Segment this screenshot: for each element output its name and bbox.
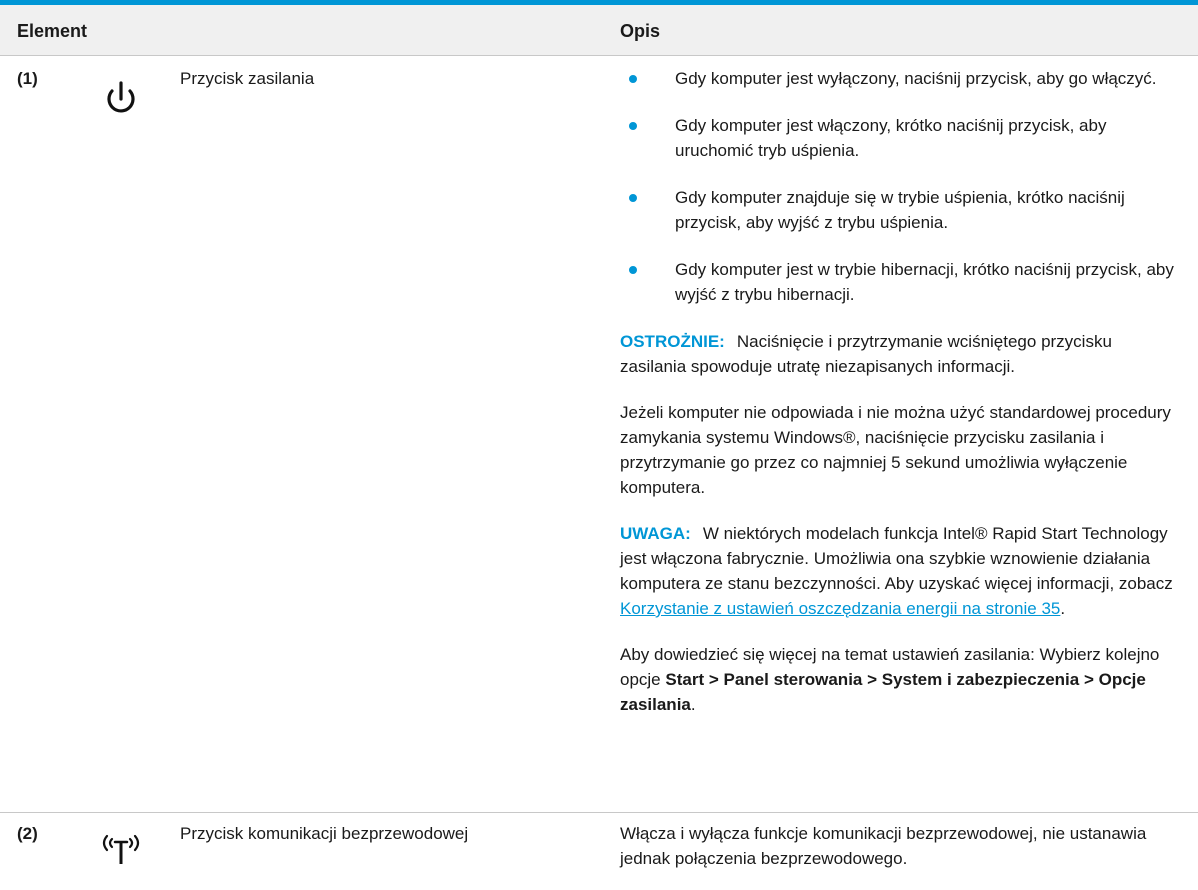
list-item: Gdy komputer jest włączony, krótko naciśnij przycisk, aby uruchomić tryb uśpienia. xyxy=(620,113,1175,163)
bullet-icon xyxy=(629,122,637,130)
caution-note xyxy=(620,329,1175,379)
info-note: UWAGA: W niektórych modelach funkcja Intel® Rapid Start Technology jest włączona fabrycznie. Umożliwia ona szybkie wznowienie działania komputera ze stanu bezczynności. Aby uzyskać więcej informacji, zobacz Korzystanie z ustawień oszczędzania energii na stronie 35. xyxy=(620,524,1173,618)
power-settings-paragraph: Aby dowiedzieć się więcej na temat ustawień zasilania: Wybierz kolejno opcje Start > Panel sterowania > System i zabezpieczenia > Opcje zasilania. xyxy=(620,645,1160,714)
component-description xyxy=(620,66,1175,738)
unresponsive-paragraph: Jeżeli komputer nie odpowiada i nie można użyć standardowej procedury zamykania systemu Windows®, naciśnięcie przycisku zasilania i przytrzymanie go przez co najmniej 5 sekund umożliwia wyłączenie komputera. xyxy=(620,403,1171,497)
power-icon xyxy=(103,80,139,120)
menu-path-system: System i zabezpieczenia xyxy=(881,670,1080,689)
menu-path-options: Opcje zasilania xyxy=(620,670,1146,714)
list-item: Gdy komputer jest wyłączony, naciśnij przycisk, aby go włączyć. xyxy=(620,66,1175,91)
menu-path-panel: Panel sterowania xyxy=(723,670,863,689)
wireless-icon xyxy=(98,828,144,870)
table-header xyxy=(0,5,1198,56)
caution-text: Naciśnięcie i przytrzymanie wciśniętego przycisku zasilania spowoduje utratę niezapisanych informacji. xyxy=(620,332,1112,376)
bullet-icon xyxy=(629,75,637,83)
note-text: W niektórych modelach funkcja Intel® Rapid Start Technology jest włączona fabrycznie. Umożliwia ona szybkie wznowienie działania komputera ze stanu bezczynności. Aby uzyskać więcej informacji, zobacz xyxy=(620,524,1173,593)
bullet-icon xyxy=(629,194,637,202)
component-name: Przycisk zasilania xyxy=(180,69,315,88)
column-header-opis: Opis xyxy=(620,21,661,41)
list-item: Gdy komputer jest w trybie hibernacji, krótko naciśnij przycisk, aby wyjść z trybu hibernacji. xyxy=(620,257,1175,307)
list-item: Gdy komputer znajduje się w trybie uśpienia, krótko naciśnij przycisk, aby wyjść z trybu uśpienia. xyxy=(620,185,1175,235)
component-description: Włącza i wyłącza funkcje komunikacji bezprzewodowej, nie ustanawia jednak połączenia bezprzewodowego. xyxy=(620,824,1147,868)
menu-path-start: Start xyxy=(665,670,705,689)
row-number: (1) xyxy=(17,69,38,88)
bullet-icon xyxy=(629,266,637,274)
column-header-element: Element xyxy=(17,21,88,41)
row-divider xyxy=(0,812,1198,813)
row-number: (2) xyxy=(17,824,38,843)
power-settings-link[interactable]: Korzystanie z ustawień oszczędzania energii na stronie 35 xyxy=(620,599,1061,618)
note-label: UWAGA: xyxy=(620,524,691,543)
component-name: Przycisk komunikacji bezprzewodowej xyxy=(180,824,469,843)
caution-label: OSTROŻNIE: xyxy=(620,332,725,351)
